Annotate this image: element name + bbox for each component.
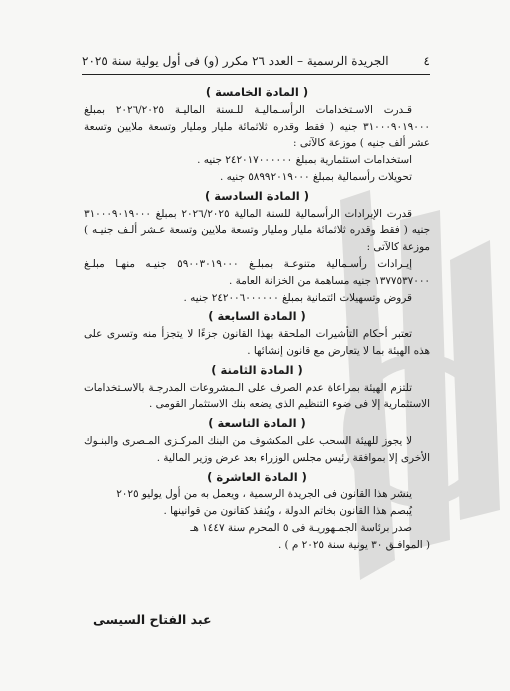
issued-statement: صدر برئاسة الجمـهوريـة فى ٥ المحرم سنة ١٤٤٧ هـ <box>190 521 412 534</box>
article5-paragraph: قـدرت الاسـتخدامات الرأسـماليـة للـسنة الماليـة ٢٠٢٦/٢٠٢٥ بمبلغ ٣١٠٠٠٩٠١٩٠٠٠ جنيه ( فقط وقدره ثلاثمائة مليار ومليار وتسعة ملايين وتسعة عشر ألف جنيه ) موزعة كالآتى : <box>84 103 430 150</box>
article5-heading: ( المادة الخامسة ) <box>205 85 309 99</box>
article5-line2: تحويلات رأسمالية بمبلغ ٥٨٩٩٢٠١٩٠٠٠ جنيه . <box>220 170 412 183</box>
article5-line1: استخدامات استثمارية بمبلغ ٢٤٢٠١٧٠٠٠٠٠٠ جنيه . <box>197 154 412 167</box>
page-header <box>82 54 430 68</box>
page-number: ٤ <box>423 54 430 68</box>
president-signature: عبد الفتاح السيسى <box>93 612 212 627</box>
article6-heading: ( المادة السادسة ) <box>205 188 309 203</box>
article9-heading: ( المادة التاسعة ) <box>208 416 306 431</box>
header-divider <box>82 74 430 75</box>
article6-line2: قروض وتسهيلات ائتمانية بمبلغ ٢٤٢٠٠٦٠٠٠٠٠٠ جنيه . <box>183 291 412 304</box>
corresponding-date: ( الموافـق ٣٠ يونية سنة ٢٠٢٥ م ) . <box>277 538 430 551</box>
article7-heading: ( المادة السابعة ) <box>208 309 306 324</box>
header-title: الجريدة الرسمية – العدد ٢٦ مكرر (و) فى أول يولية سنة ٢٠٢٥ <box>82 54 389 68</box>
article8-paragraph: تلتزم الهيئة بمراعاة عدم الصرف على الـمشروعات المدرجـة بالاسـتخدامات الاستثمارية إلا فى ضوء التنظيم الذى يضعه بنك الاستثمار القومى . <box>84 381 430 411</box>
document-body <box>84 82 430 554</box>
article9-paragraph: لا يجوز للهيئة السحب على المكشوف من البنك المركـزى المـصرى والبنـوك الأخرى إلا بموافقة رئيس مجلس الوزراء بعد عرض وزير المالية . <box>84 434 430 464</box>
article8-heading: ( المادة الثامنة ) <box>211 362 303 377</box>
article6-line1: إيـرادات رأسـمالية متنوعـة بمبلـغ ٥٩٠٠٣٠١٩٠٠٠ جنيـه منهـا مبلـغ ١٣٧٧٥٣٧٠٠٠ جنيه مساهمة من الخزانة العامة . <box>84 257 430 287</box>
article10-paragraph1: ينشر هذا القانون فى الجريدة الرسمية ، ويعمل به من أول يوليو ٢٠٢٥ <box>116 488 412 501</box>
article10-paragraph2: يُبصم هذا القانون بخاتم الدولة ، ويُنفذ كقانون من قوانينها . <box>163 505 412 518</box>
article10-heading: ( المادة العاشرة ) <box>207 469 307 484</box>
article6-paragraph: قدرت الإيرادات الرأسمالية للسنة المالية ٢٠٢٦/٢٠٢٥ بمبلغ ٣١٠٠٠٩٠١٩٠٠٠ جنيه ( فقط وقدره ثلاثمائة مليار ومليار وتسعة ملايين وتسعة عـشر ألـف جنيـه ) موزعة كالآتى : <box>84 207 430 254</box>
article7-paragraph: تعتبر أحكام التأشيرات الملحقة بهذا القانون جزءًا لا يتجزأ منه وتسرى على هذه الهيئة بما لا يتعارض مع قانون إنشائها . <box>84 328 430 357</box>
